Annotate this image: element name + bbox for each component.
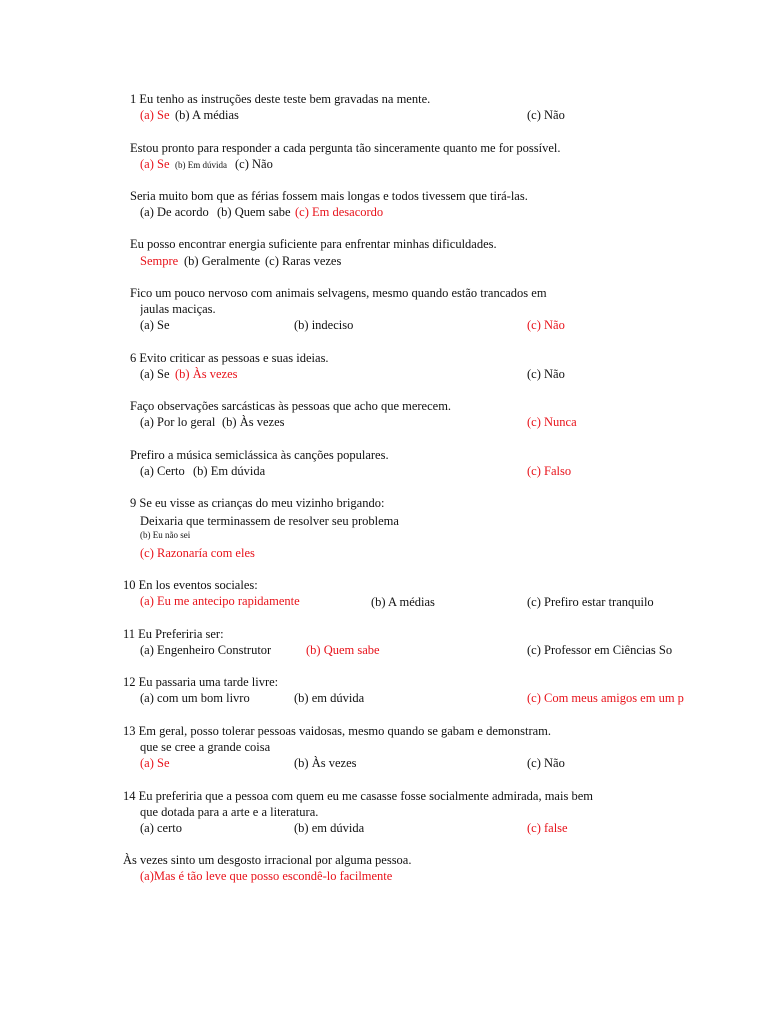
question-text: 13 Em geral, posso tolerar pessoas vaidosas, mesmo quando se gabam e demonstram. — [123, 724, 552, 738]
question-text: Seria muito bom que as férias fossem mais longas e todos tivessem que tirá-las. — [130, 189, 528, 203]
option-a: (a) Certo — [140, 464, 185, 478]
question-text: Estou pronto para responder a cada pergunta tão sinceramente quanto me for possível. — [130, 141, 561, 155]
option-b: (b) em dúvida — [294, 821, 365, 835]
question-text: Faço observações sarcásticas às pessoas que acho que merecem. — [130, 399, 452, 413]
question-text: 11 Eu Preferiria ser: — [123, 627, 224, 641]
option-a: (a) Se — [140, 367, 170, 381]
option-b: (b) Quem sabe — [306, 643, 380, 657]
option-a: (a) Se — [140, 756, 170, 770]
option-c: (c) Professor em Ciências So — [527, 643, 673, 657]
option-c: (c) Não — [527, 318, 565, 332]
option-a: Sempre — [140, 254, 179, 268]
option-c: (c) Não — [235, 157, 273, 171]
option-b: (b) A médias — [175, 108, 239, 122]
question-text: 6 Evito criticar as pessoas e suas ideias. — [130, 351, 329, 365]
option-a: (a) Se — [140, 318, 170, 332]
option-c: (c) Nunca — [527, 415, 577, 429]
option-a: (a) Por lo geral — [140, 415, 216, 429]
option-c: (c) Não — [527, 367, 565, 381]
question-text: Às vezes sinto um desgosto irracional por alguma pessoa. — [123, 853, 412, 867]
question-text-continued: que se cree a grande coisa — [140, 740, 271, 754]
option-b: (b) Geralmente — [184, 254, 261, 268]
option-b: (b) indeciso — [294, 318, 354, 332]
question-text: 9 Se eu visse as crianças do meu vizinho brigando: — [130, 496, 385, 510]
option-c: (c) Raras vezes — [265, 254, 342, 268]
option-a: (a)Mas é tão leve que posso escondê-lo facilmente — [140, 869, 393, 883]
question-text: Prefiro a música semiclássica às canções populares. — [130, 448, 389, 462]
option-b: (b) Às vezes — [222, 415, 285, 429]
option-a: (a) certo — [140, 821, 182, 835]
option-c: (c) Prefiro estar tranquilo — [527, 595, 654, 609]
option-b: (b) em dúvida — [294, 691, 365, 705]
question-text: Fico um pouco nervoso com animais selvagens, mesmo quando estão trancados em — [130, 286, 547, 300]
option-b: (b) Em dúvida — [193, 464, 266, 478]
option-c: (c) Não — [527, 108, 565, 122]
question-text: 12 Eu passaria uma tarde livre: — [123, 675, 279, 689]
option-c: (c) Falso — [527, 464, 572, 478]
option-a: (a) De acordo — [140, 205, 209, 219]
option-a: (a) Se — [140, 157, 170, 171]
option-c: (c) Em desacordo — [295, 205, 384, 219]
option-c: (c) Com meus amigos em um p — [527, 691, 684, 705]
option-a: (a) Eu me antecipo rapidamente — [140, 594, 300, 608]
option-b: (b) Às vezes — [175, 367, 238, 381]
option-b: (b) Em dúvida — [175, 160, 227, 170]
option-b: (b) Quem sabe — [217, 205, 291, 219]
option-c: (c) false — [527, 821, 568, 835]
option-a: Deixaria que terminassem de resolver seu problema — [140, 514, 399, 528]
option-a: (a) com um bom livro — [140, 691, 250, 705]
option-b: (b) Eu não sei — [140, 530, 191, 540]
question-text: Eu posso encontrar energia suficiente para enfrentar minhas dificuldades. — [130, 237, 497, 251]
option-b: (b) Às vezes — [294, 756, 357, 770]
question-text-continued: jaulas maciças. — [140, 302, 216, 316]
option-c: (c) Razonaría com eles — [140, 546, 255, 560]
question-text: 1 Eu tenho as instruções deste teste bem gravadas na mente. — [130, 92, 431, 106]
option-a: (a) Se — [140, 108, 170, 122]
option-a: (a) Engenheiro Construtor — [140, 643, 272, 657]
question-text-continued: que dotada para a arte e a literatura. — [140, 805, 319, 819]
option-c: (c) Não — [527, 756, 565, 770]
question-text: 14 Eu preferiria que a pessoa com quem eu me casasse fosse socialmente admirada, mais bem — [123, 789, 593, 803]
question-text: 10 En los eventos sociales: — [123, 578, 258, 592]
option-b: (b) A médias — [371, 595, 435, 609]
